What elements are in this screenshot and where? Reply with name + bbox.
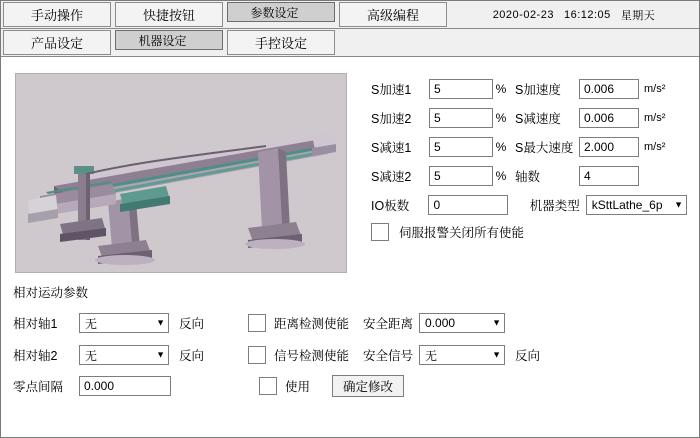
input-s-deceleration[interactable]: 0.006	[579, 108, 639, 128]
subtab-product-settings[interactable]	[3, 30, 111, 55]
select-safe-distance[interactable]	[419, 313, 505, 333]
relative-axis-1-row	[13, 313, 505, 333]
unit-m-per-s2: m/s²	[644, 112, 666, 124]
label-axis-1-reverse: 反向	[179, 317, 205, 331]
label-relative-axis-2: 相对轴2	[13, 349, 58, 363]
distance-detect-group	[248, 314, 349, 332]
unit-m-per-s2: m/s²	[644, 83, 666, 95]
label-servo-alarm-disable-all: 伺服报警关闭所有使能	[399, 226, 525, 240]
chevron-down-icon: ▼	[492, 349, 502, 360]
param-row-io-machine-type	[371, 195, 687, 215]
unit-percent: %	[495, 140, 507, 154]
top-tab-bar	[1, 1, 699, 29]
param-row-s-decel-2	[371, 166, 687, 186]
unit-percent: %	[495, 82, 507, 96]
checkbox-distance-detect-enable[interactable]	[248, 314, 266, 332]
select-relative-axis-1[interactable]	[79, 313, 169, 333]
label-s-accel-1: S加速1	[371, 83, 412, 97]
tab-manual-operation[interactable]	[3, 2, 111, 27]
tab-advanced-programming[interactable]	[339, 2, 447, 27]
label-use: 使用	[285, 380, 311, 394]
chevron-down-icon: ▼	[156, 317, 165, 328]
subtab-handheld-settings[interactable]	[227, 30, 335, 55]
zero-gap-row	[13, 375, 404, 397]
clock-time: 16:12:05	[563, 8, 611, 21]
chevron-down-icon: ▼	[156, 349, 165, 360]
checkbox-use[interactable]	[259, 377, 277, 395]
input-axis-count[interactable]: 4	[579, 166, 639, 186]
select-machine-type[interactable]	[586, 195, 687, 215]
unit-percent: %	[495, 169, 507, 183]
label-relative-axis-1: 相对轴1	[13, 317, 58, 331]
checkbox-servo-alarm-disable-all[interactable]	[371, 223, 389, 241]
chevron-down-icon: ▼	[674, 199, 684, 210]
label-s-max-speed: S最大速度	[515, 141, 574, 155]
input-s-acceleration[interactable]: 0.006	[579, 79, 639, 99]
input-s-decel-1[interactable]: 5	[429, 137, 493, 157]
label-zero-gap: 零点间隔	[13, 380, 64, 394]
label-axis-count: 轴数	[515, 170, 541, 184]
tab-label: 参数设定	[250, 5, 299, 20]
input-s-decel-2[interactable]: 5	[429, 166, 493, 186]
tab-parameter-settings[interactable]	[227, 2, 335, 22]
label-s-decel-2: S减速2	[371, 170, 412, 184]
input-s-max-speed[interactable]: 2.000	[579, 137, 639, 157]
confirm-modify-label: 确定修改	[343, 380, 394, 394]
checkbox-signal-detect-enable[interactable]	[248, 346, 266, 364]
gantry-robot-image	[16, 74, 347, 273]
tab-label: 手动操作	[30, 8, 83, 23]
label-s-acceleration: S加速度	[515, 83, 561, 97]
select-machine-type-value: kSttLathe_6p	[591, 198, 663, 212]
param-row-s-decel-1	[371, 137, 687, 157]
param-row-s-accel-2	[371, 108, 687, 128]
unit-m-per-s2: m/s²	[644, 141, 666, 153]
sub-tab-bar	[1, 29, 699, 57]
clock-weekday: 星期天	[620, 9, 656, 22]
input-s-accel-1[interactable]: 5	[429, 79, 493, 99]
label-signal-detect-enable: 信号检测使能	[274, 349, 350, 363]
tab-label: 快捷按钮	[142, 8, 195, 23]
subtab-label: 产品设定	[30, 36, 83, 51]
input-io-board-count[interactable]: 0	[428, 195, 507, 215]
safe-signal-group	[363, 345, 540, 365]
select-relative-axis-2-value: 无	[85, 348, 98, 363]
label-s-accel-2: S加速2	[371, 112, 412, 126]
label-safe-distance: 安全距离	[363, 317, 414, 331]
subtab-label: 手控设定	[254, 36, 307, 51]
clock-display	[449, 1, 699, 28]
label-axis-2-reverse: 反向	[179, 349, 205, 363]
select-relative-axis-2[interactable]	[79, 345, 169, 365]
servo-alarm-row	[371, 223, 524, 241]
input-zero-gap[interactable]: 0.000	[79, 376, 171, 396]
signal-detect-group	[248, 346, 349, 364]
select-relative-axis-1-value: 无	[85, 316, 98, 331]
use-group	[259, 377, 310, 395]
subtab-machine-settings[interactable]	[115, 30, 223, 50]
label-io-board-count: IO板数	[371, 199, 410, 213]
label-machine-type: 机器类型	[529, 199, 580, 213]
param-row-s-accel-1	[371, 79, 687, 99]
label-s-deceleration: S减速度	[515, 112, 561, 126]
clock-date: 2020-02-23	[492, 8, 554, 21]
parameter-grid	[371, 79, 687, 224]
safe-distance-group	[363, 313, 505, 333]
label-s-decel-1: S减速1	[371, 141, 412, 155]
select-safe-signal-value: 无	[425, 348, 438, 363]
label-safe-signal-reverse: 反向	[515, 349, 541, 363]
select-safe-signal[interactable]	[419, 345, 505, 365]
relative-axis-2-row	[13, 345, 540, 365]
chevron-down-icon: ▼	[492, 317, 502, 328]
input-s-accel-2[interactable]: 5	[429, 108, 493, 128]
select-safe-distance-value: 0.000	[425, 316, 456, 330]
unit-percent: %	[495, 111, 507, 125]
tab-label: 高级编程	[366, 8, 419, 23]
label-distance-detect-enable: 距离检测使能	[274, 317, 350, 331]
tab-shortcut-buttons[interactable]	[115, 2, 223, 27]
section-title-relative-motion: 相对运动参数	[13, 286, 89, 300]
label-safe-signal: 安全信号	[363, 349, 414, 363]
confirm-modify-button[interactable]	[332, 375, 404, 397]
subtab-label: 机器设定	[138, 33, 187, 48]
machine-illustration-panel	[15, 73, 347, 273]
